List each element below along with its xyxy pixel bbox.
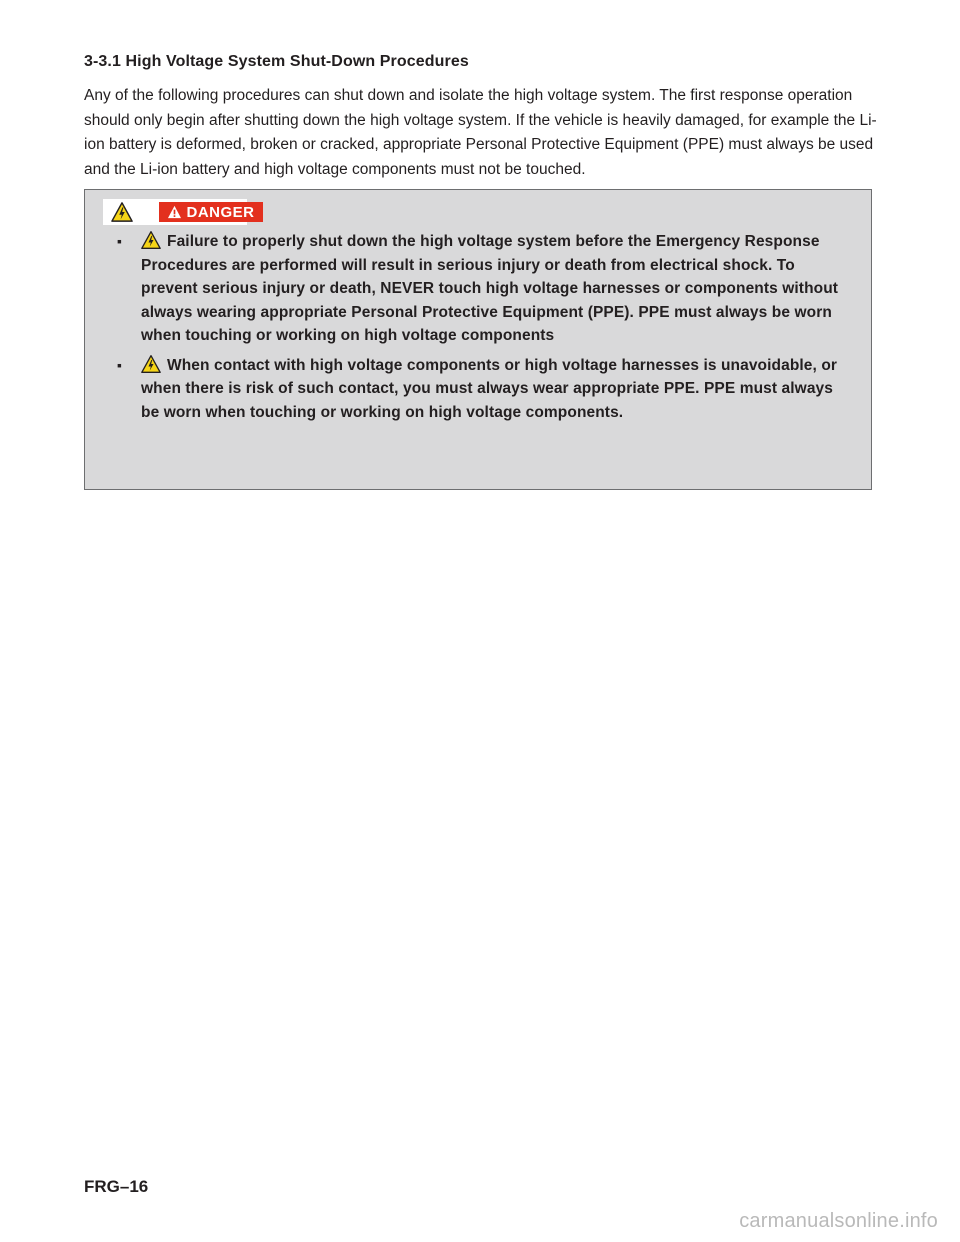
danger-list <box>115 230 845 430</box>
danger-box <box>84 189 872 490</box>
list-item <box>115 230 845 348</box>
intro-paragraph: Any of the following procedures can shut down and isolate the high voltage system. The first response operation should only begin after shutting down the high voltage system. If the vehicle is heavily damaged, for example the Li-ion battery is deformed, broken or cracked, appropriate Personal Protective Equipment (PPE) must always be used and the Li-ion battery and high voltage components must not be touched. <box>84 87 877 178</box>
list-item <box>115 354 845 425</box>
danger-label: DANGER <box>186 203 255 221</box>
danger-item-text: When contact with high voltage components or high voltage harnesses is unavoidable, or when there is risk of such contact, you must always wear appropriate PPE. PPE must always be worn when touching or working on high voltage components. <box>141 356 838 421</box>
page-number: FRG–16 <box>84 1177 149 1196</box>
danger-alert-icon <box>167 205 182 219</box>
danger-item-text: Failure to properly shut down the high voltage system before the Emergency Response Procedures are performed will result in serious injury or death from electrical shock. To prevent serious injury or death, NEVER touch high voltage harnesses or components without always wearing appropriate Personal Protective Equipment (PPE). PPE must always be worn when touching or working on high voltage components <box>141 233 839 344</box>
bullet-mark: ▪ <box>117 233 123 249</box>
high-voltage-warning-icon <box>141 354 161 374</box>
watermark: carmanualsonline.info <box>739 1210 938 1232</box>
high-voltage-warning-icon <box>141 230 161 250</box>
bullet-mark: ▪ <box>117 356 123 373</box>
danger-header <box>103 199 255 225</box>
high-voltage-warning-icon <box>111 201 133 223</box>
danger-badge <box>159 202 263 222</box>
section-title: 3-3.1 High Voltage System Shut-Down Procedures <box>84 53 469 70</box>
